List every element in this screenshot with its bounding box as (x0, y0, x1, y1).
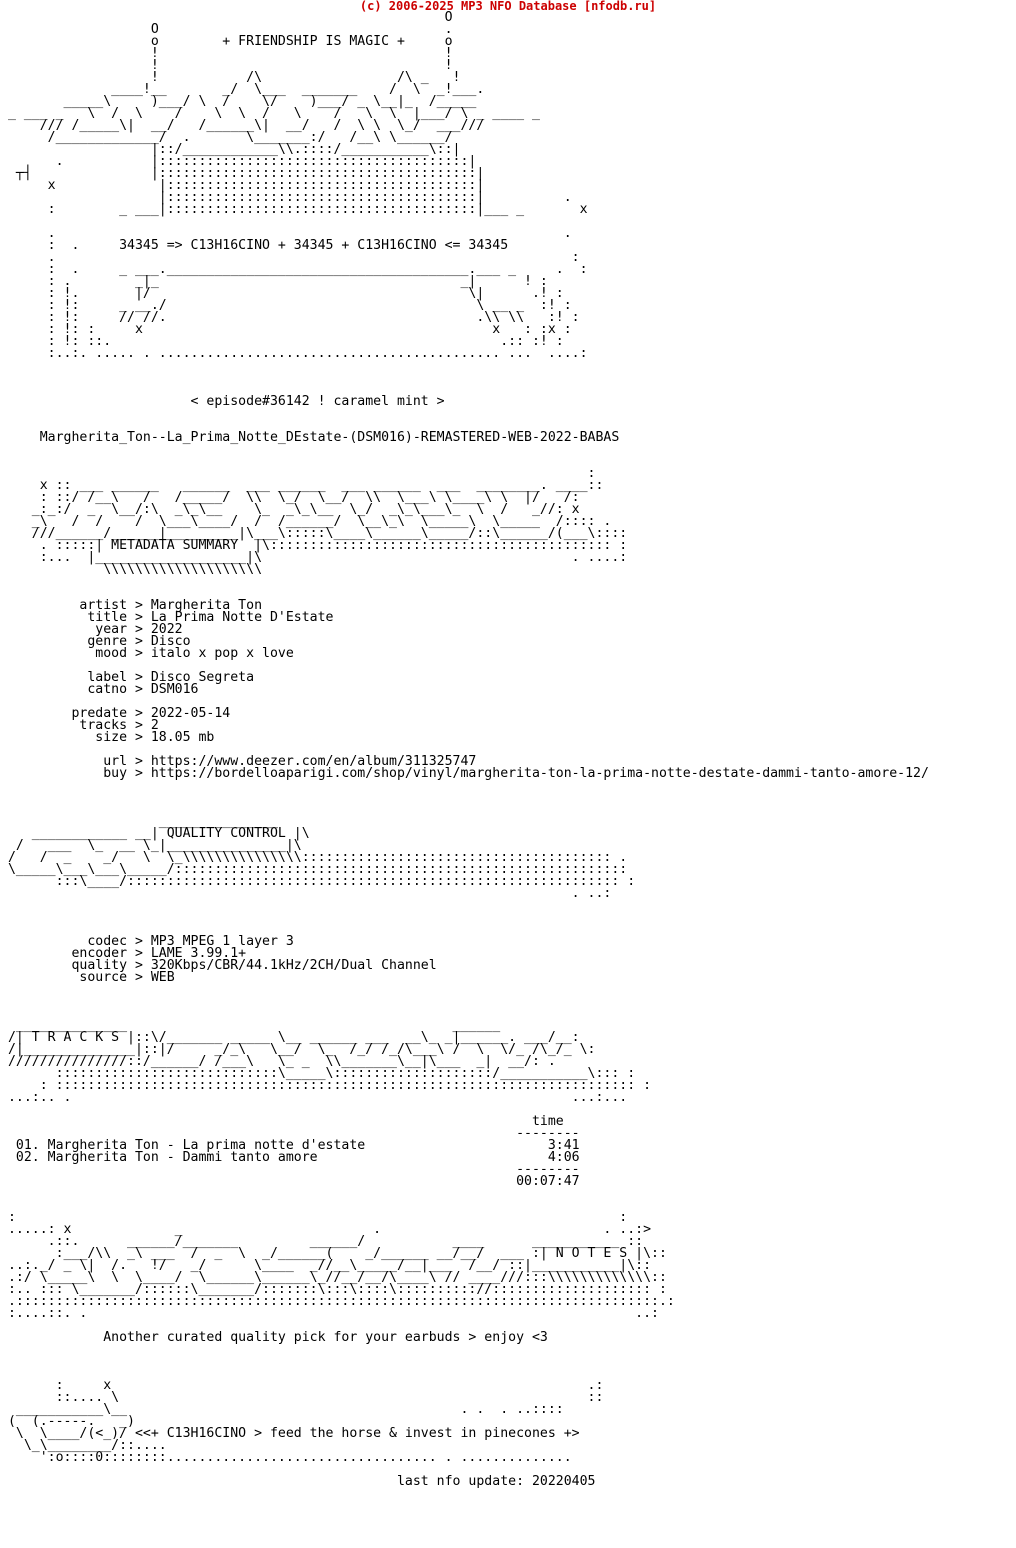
nfo-line: ( (.-----. _) (0, 1414, 135, 1429)
nfo-line: :::\____/:::::::::::::::::::::::::::::::::::::::::::::::::::::::::::::: : (0, 874, 636, 889)
nfo-line: : . _|_ _| ! : (0, 274, 548, 289)
nfo-line: : ::::::::::::::::::::::::::::::::::::::::::::::::::::::::::::::::::::::::: : (0, 1078, 652, 1093)
nfo-line: / ___ \_ __ \_|_______________|\ (0, 838, 302, 853)
nfo-line: . . (0, 226, 572, 241)
nfo-line: ! ! (0, 46, 453, 61)
nfo-line: _____\ )___/ \ / \/ )___/ _ \__|_ /_____ (0, 94, 477, 109)
nfo-line: . : (0, 250, 580, 265)
nfo-line: ____________ __| QUALITY CONTROL |\ (0, 826, 310, 841)
nfo-line: : !: : x x : :x : (0, 322, 572, 337)
nfo-line: _______________ (0, 814, 278, 829)
nfo-line: \\\\\\\\\\\\\\\\\\\\ (0, 562, 263, 577)
nfo-line: _:_:/ _ \__/:\ _\_\__ \_ _\_\__ \_/ _\_\___\_ \ / _//: x (0, 502, 580, 517)
nfo-line: ___________\__ . . . ..:::: (0, 1402, 564, 1417)
nfo-line: . |:::::::::::::::::::::::::::::::::::::::| (0, 154, 477, 169)
nfo-line: .:::::::::::::::::::::::::::::::::::::::::::::::::::::::::::::::::::::::::::::::::.: (0, 1294, 675, 1309)
nfo-line: artist > Margherita Ton (0, 598, 263, 613)
nfo-line: O . (0, 22, 453, 37)
nfo-line: |::/____________\\.::::/___________\::| (0, 142, 461, 157)
nfo-line: : ::/ /__\ / /_____/ \\ \_/ \__/ \\ \___\ \____\ \ |/ /: (0, 490, 580, 505)
nfo-line: .::. ______/_______ ______/ ____ ___________ :: (0, 1234, 644, 1249)
nfo-line: / / _ _/ \ \_\\\\\\\\\\\\\\\::::::::::::::::::::::::::::::::::::::: . (0, 850, 628, 865)
nfo-line: : . _ ___.______________________________________.___ _ . : (0, 262, 588, 277)
nfo-line: /// /_____\| __/ /______\| __/ / \ \ \_/ ___/// (0, 118, 485, 133)
nfo-line: : !: _ __./ \ __ _ :! : (0, 298, 572, 313)
nfo-line: . ..: (0, 886, 612, 901)
nfo-line: /| T R A C K S |::\/_______ _____ \__ ______ ___ __\_ _|______. ___/__: (0, 1030, 580, 1045)
nfo-line: title > La Prima Notte D'Estate (0, 610, 334, 625)
nfo-line: ...:.. . ...:... (0, 1090, 628, 1105)
nfo-line: -------- (0, 1162, 580, 1177)
nfo-line: ::::::::::::::::::::::::::::\_____\::::::::::::::::::::/___________\::: : (0, 1066, 636, 1081)
nfo-line: \_____\___\___\_____/::::::::::::::::::::::::::::::::::::::::::::::::::::::::: (0, 862, 628, 877)
nfo-line: :.. ::: \_______/::::::\_______/:::::::\:::\::::\:::::::::://:::::::::::::::::::: : (0, 1282, 667, 1297)
nfo-line: mood > italo x pop x love (0, 646, 294, 661)
nfo-line: :..:. ..... . ........................................... ... ....: (0, 346, 588, 361)
nfo-line: . :::::| METADATA SUMMARY |\::::::::::::::::::::::::::::::::::::::::::: : (0, 538, 628, 553)
nfo-line: quality > 320Kbps/CBR/44.1kHz/2CH/Dual Channel (0, 958, 437, 973)
nfo-line: ':o::::0::::::::.................................. . .............. (0, 1450, 572, 1465)
nfo-line: genre > Disco (0, 634, 191, 649)
nfo-line: O (0, 10, 453, 25)
nfo-line: Margherita_Ton--La_Prima_Notte_DEstate-(DSM016)-REMASTERED-WEB-2022-BABAS (0, 430, 620, 445)
nfo-line: _\ / / / \___\____/ / /______/ \__\_\ \_____\ \_____ /:::: . (0, 514, 612, 529)
nfo-line: :___/\\ _\ ___ / _ \ _/______( _/______ __/__/ ___ :| N O T E S |\:: (0, 1246, 667, 1261)
nfo-line: \_\________/::.... (0, 1438, 167, 1453)
nfo-line: : !. |/ \| .! : (0, 286, 564, 301)
nfo-line: : _ ___|:::::::::::::::::::::::::::::::::::::::|___ _ x (0, 202, 588, 217)
nfo-line: ..:._/ _ \| /. !/ _/ \____ _//__\_____/__|___ /__/ ::|___________|\:: (0, 1258, 652, 1273)
nfo-line: size > 18.05 mb (0, 730, 215, 745)
nfo-line: catno > DSM016 (0, 682, 199, 697)
nfo-line: _ ___ _ \ / \ / \ \ / \ / \ \ |___/ \ _ ____ _ (0, 106, 540, 121)
nfo-line: .....: x _ . . ..:> (0, 1222, 652, 1237)
copyright-header[interactable]: (c) 2006-2025 MP3 NFO Database [nfodb.ru] (359, 0, 657, 13)
nfo-line: :....::. . ..: (0, 1306, 659, 1321)
nfo-line: 00:07:47 (0, 1174, 580, 1189)
nfo-line: < episode#36142 ! caramel mint > (0, 394, 445, 409)
nfo-line: : !: ::. .:: :! : (0, 334, 564, 349)
nfo-line: ____!__ _/ \___ _______ / \ _!___. (0, 82, 485, 97)
nfo-line: x |:::::::::::::::::::::::::::::::::::::::| (0, 178, 485, 193)
nfo-line: ::.... \ :: (0, 1390, 604, 1405)
nfo-line: predate > 2022-05-14 (0, 706, 231, 721)
nfo-line: -------- (0, 1126, 580, 1141)
nfo-line: ! /\ /\ _ ! (0, 70, 461, 85)
nfo-line: Another curated quality pick for your earbuds > enjoy <3 (0, 1330, 548, 1345)
nfo-line: 02. Margherita Ton - Dammi tanto amore 4:06 (0, 1150, 580, 1165)
nfo-line: last nfo update: 20220405 (0, 1474, 596, 1489)
nfo-line: time (0, 1114, 564, 1129)
nfo-line: ///______/______|_________|\___\:::::\____\______\_____/::\______/(___\:::: (0, 526, 628, 541)
nfo-line: : !: // //. .\\ \\ :! : (0, 310, 580, 325)
nfo-line: : (0, 466, 596, 481)
nfo-line: /|______________|::|/ _/_\ \__/ \_ /_/ /_/\___\ / \ \/_ /\_/_ \: (0, 1042, 596, 1057)
nfo-line: tracks > 2 (0, 718, 159, 733)
nfo-line: : x .: (0, 1378, 604, 1393)
nfo-line: source > WEB (0, 970, 175, 985)
nfo-line: : . 34345 => C13H16CINO + 34345 + C13H16CINO <= 34345 (0, 238, 509, 253)
nfo-line: ┬┤ |::::::::::::::::::::::::::::::::::::::::| (0, 166, 485, 181)
nfo-line: codec > MP3 MPEG 1 layer 3 (0, 934, 294, 949)
nfo-text-block (0, 12, 929, 1488)
nfo-line: buy > https://bordelloaparigi.com/shop/vinyl/margherita-ton-la-prima-notte-destate-dammi-tanto-amore-12/ (0, 766, 929, 781)
nfo-line: : : (0, 1210, 628, 1225)
nfo-line: encoder > LAME 3.99.1+ (0, 946, 247, 961)
nfo-line: 01. Margherita Ton - La prima notte d'estate 3:41 (0, 1138, 580, 1153)
nfo-line: |:::::::::::::::::::::::::::::::::::::::| . (0, 190, 572, 205)
nfo-line: ! ! (0, 58, 453, 73)
nfo-line: /_____________/ . \_______:/ /__\ \______/ (0, 130, 453, 145)
nfo-line: x :: ___ ______ ______ ___ ______ ___ ______ ___ ________. ____:: (0, 478, 604, 493)
nfo-line: \ \____/(<_)/ <<+ C13H16CINO > feed the horse & invest in pinecones +> (0, 1426, 580, 1441)
nfo-line: o + FRIENDSHIP IS MAGIC + o (0, 34, 453, 49)
nfo-line: url > https://www.deezer.com/en/album/311325747 (0, 754, 477, 769)
nfo-line: .:/ \_____\ \ \____/ \______\______\_//__/__/\____\ // ____///:::\\\\\\\\\\\\\:: (0, 1270, 667, 1285)
nfo-line: label > Disco Segreta (0, 670, 255, 685)
nfo-line: :... |___________________|\ . ....: (0, 550, 628, 565)
nfo-line: ______________ ______ (0, 1018, 501, 1033)
nfo-line: year > 2022 (0, 622, 183, 637)
nfo-line: ///////////////::/______/ /___\ \_ _ \\_______\__|\___ _| __/: . (0, 1054, 556, 1069)
